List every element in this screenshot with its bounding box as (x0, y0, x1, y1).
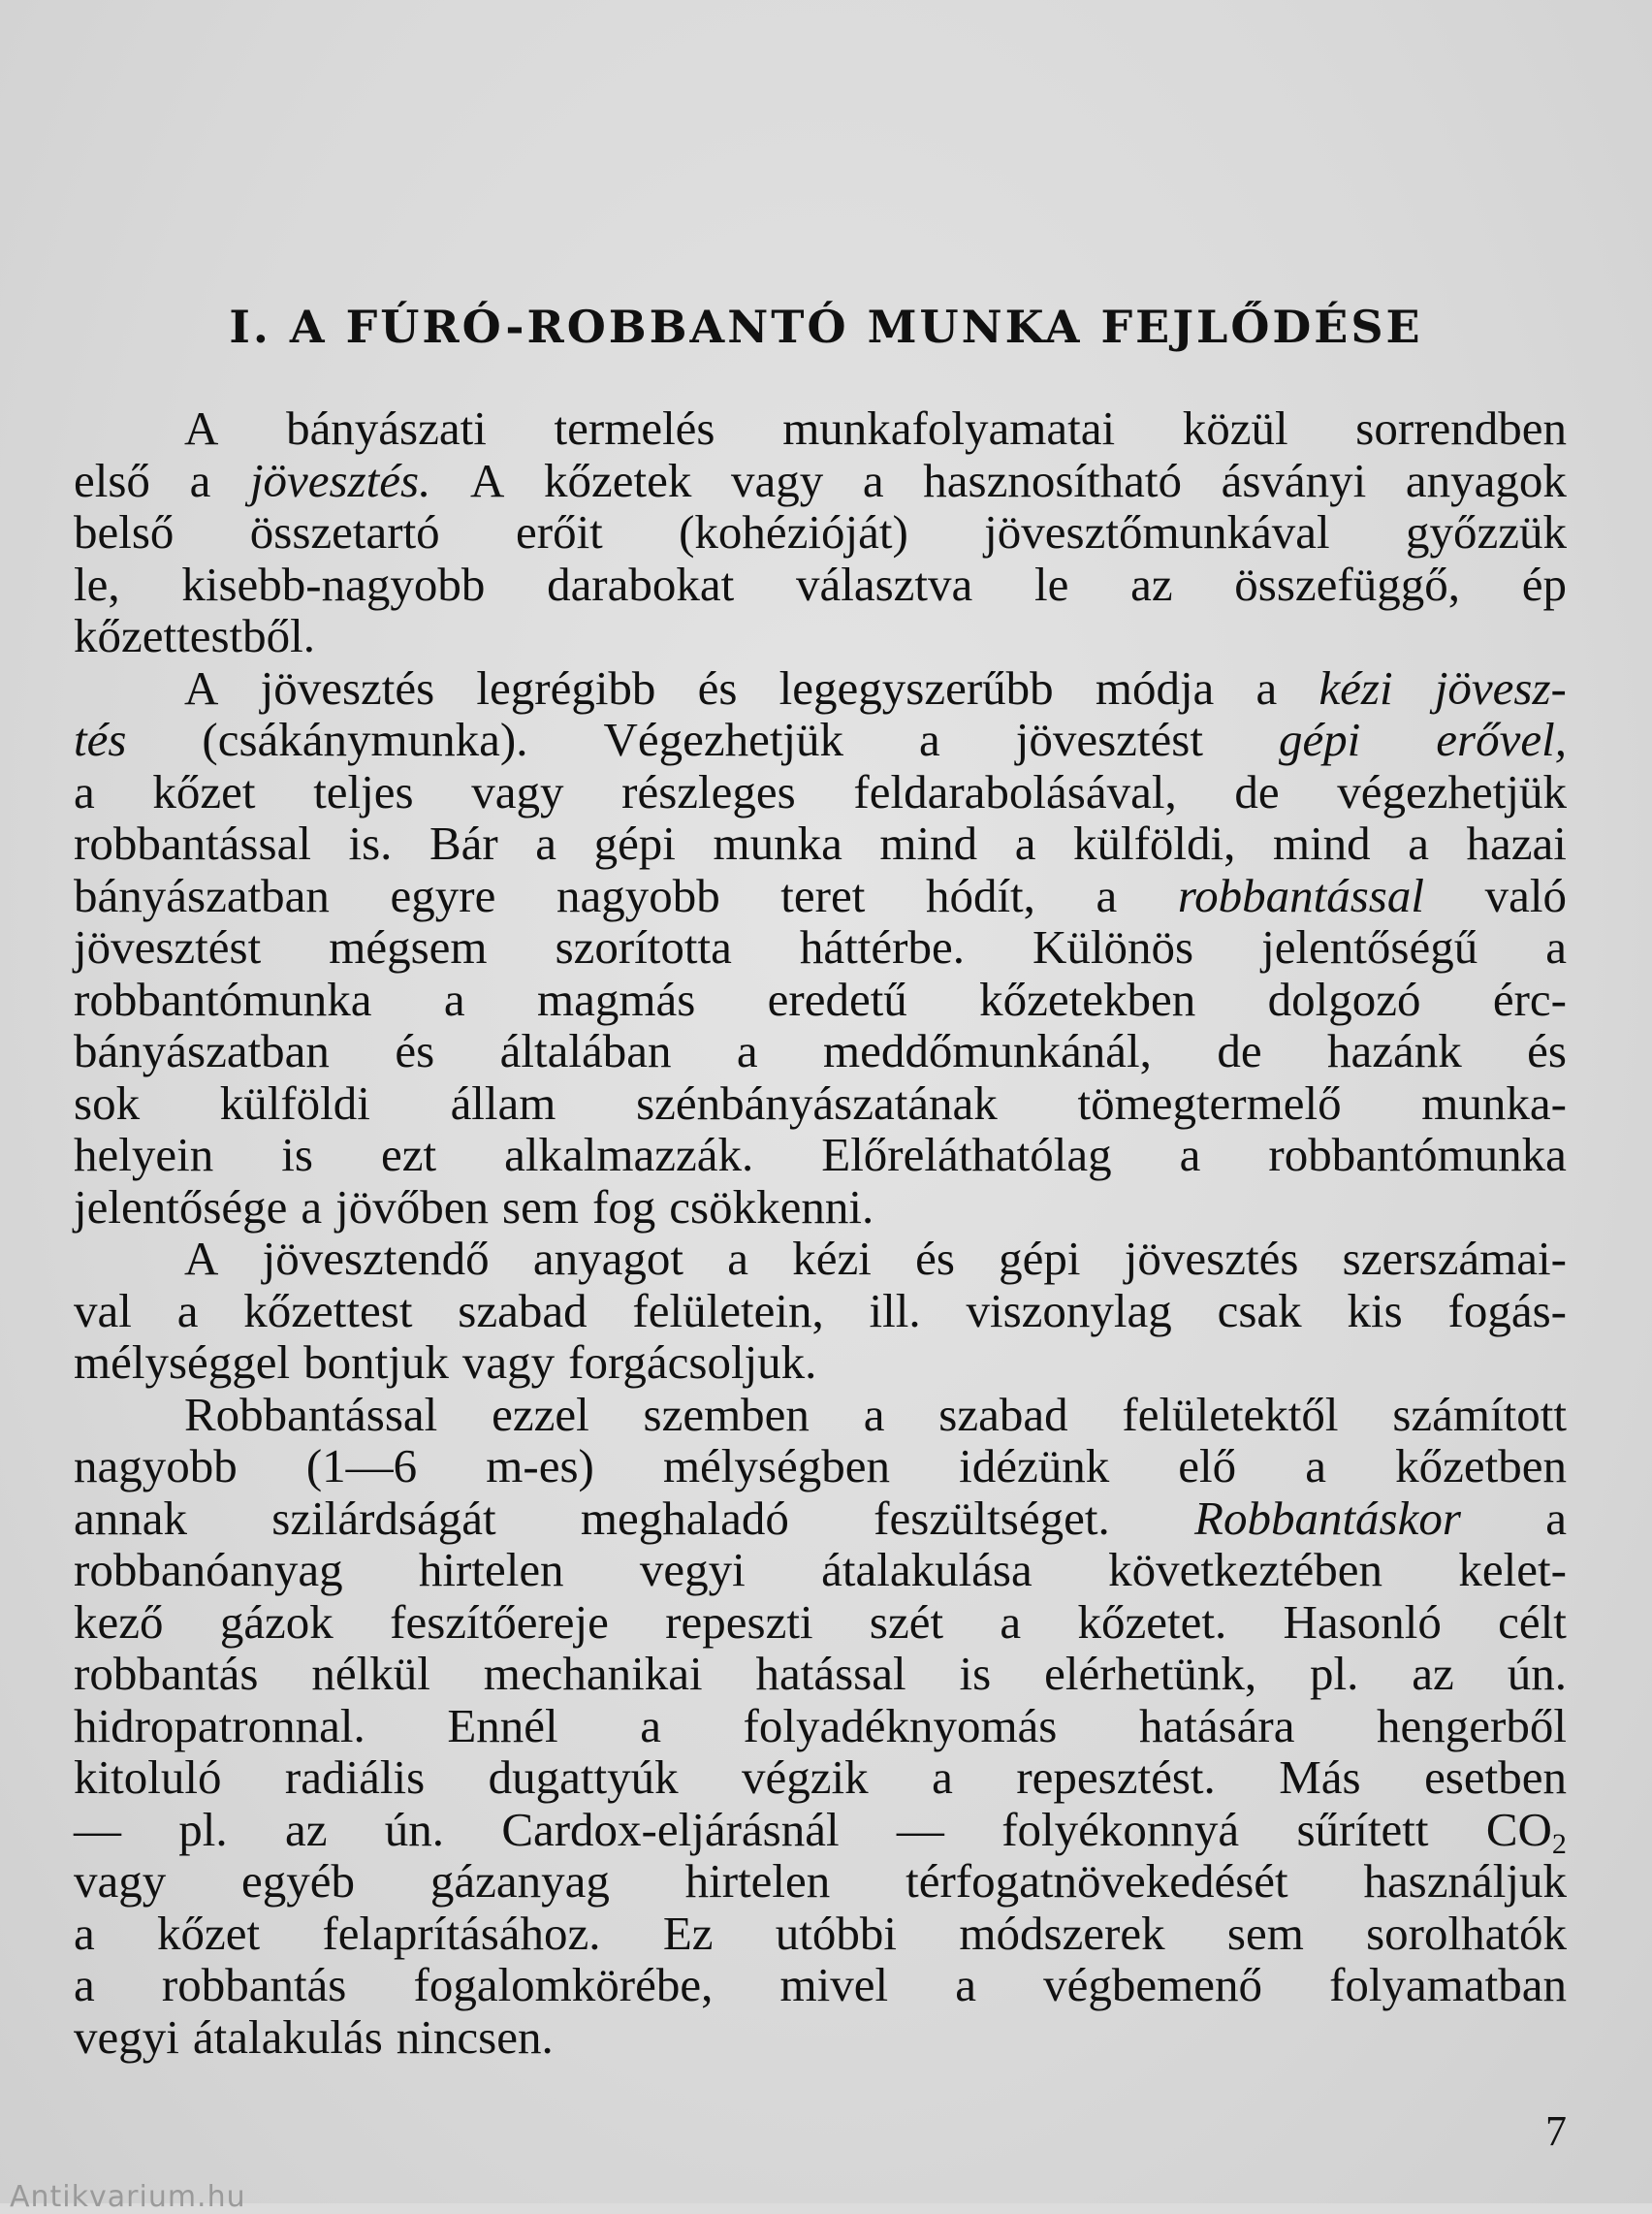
text-line: Robbantással ezzel szemben a szabad felületektől számított (184, 1387, 1567, 1441)
body-text (74, 402, 1567, 2063)
text-line: első a jövesztés. A kőzetek vagy a hasznosítható ásványi anyagok (74, 453, 1567, 507)
text-line: sok külföldi állam szénbányászatának tömegtermelő munka- (74, 1075, 1567, 1130)
text-line: A jövesztendő anyagot a kézi és gépi jövesztés szerszámai- (184, 1232, 1567, 1285)
text-line: le, kisebb-nagyobb darabokat választva le az összefüggő, ép (74, 557, 1567, 611)
text-line: helyein is ezt alkalmazzák. Előreláthatólag a robbantómunka (74, 1128, 1567, 1181)
text-line: kező gázok feszítőereje repeszti szét a kőzetet. Hasonló célt (74, 1594, 1567, 1649)
text-line: robbanóanyag hirtelen vegyi átalakulása következtében kelet- (74, 1543, 1567, 1596)
text-line: a kőzet teljes vagy részleges feldarabolásával, de végezhetjük (74, 764, 1567, 818)
text-line: robbantással is. Bár a gépi munka mind a külföldi, mind a hazai (74, 817, 1567, 870)
text-line: bányászatban egyre nagyobb teret hódít, a robbantással való (74, 868, 1567, 922)
watermark-text: Antikvarium.hu (10, 2180, 246, 2214)
text-line: robbantómunka a magmás eredetű kőzetekben dolgozó érc- (74, 972, 1567, 1026)
text-line: annak szilárdságát meghaladó feszültséget. Robbantáskor a (74, 1491, 1567, 1545)
text-line: bányászatban és általában a meddőmunkánál, de hazánk és (74, 1024, 1567, 1077)
text-line: A jövesztés legrégibb és legegyszerűbb módja a kézi jövesz- (184, 660, 1567, 715)
page-number: 7 (1545, 2107, 1567, 2155)
text-line: belső összetartó erőit (kohézióját) jövesztőmunkával győzzük (74, 505, 1567, 559)
text-line: hidropatronnal. Ennél a folyadéknyomás hatására hengerből (74, 1698, 1567, 1752)
text-line: a kőzet felaprításához. Ez utóbbi módszerek sem sorolhatók (74, 1906, 1567, 1960)
text-line: val a kőzettest szabad felületein, ill. viszonylag csak kis fogás- (74, 1283, 1567, 1337)
chapter-heading: I. A FÚRÓ-ROBBANTÓ MUNKA FEJLŐDÉSE (229, 301, 1423, 353)
text-line: a robbantás fogalomkörébe, mivel a végbemenő folyamatban (74, 1958, 1567, 2011)
text-line: kőzettestből. (74, 609, 316, 662)
text-line: vegyi átalakulás nincsen. (74, 2009, 554, 2064)
text-line: jövesztést mégsem szorította háttérbe. Különös jelentőségű a (74, 920, 1567, 974)
text-line: tés (csákánymunka). Végezhetjük a jövesztést gépi erővel, (74, 713, 1567, 766)
text-line: vagy egyéb gázanyag hirtelen térfogatnövekedését használjuk (74, 1854, 1567, 1908)
text-line: mélységgel bontjuk vagy forgácsoljuk. (74, 1335, 817, 1389)
text-line: nagyobb (1—6 m-es) mélységben idézünk elő a kőzetben (74, 1439, 1567, 1492)
text-line: kitoluló radiális dugattyúk végzik a repesztést. Más esetben (74, 1750, 1567, 1804)
text-line: robbantás nélkül mechanikai hatással is elérhetünk, pl. az ún. (74, 1647, 1567, 1700)
text-line: A bányászati termelés munkafolyamatai közül sorrendben (184, 401, 1567, 455)
text-line: jelentősége a jövőben sem fog csökkenni. (74, 1179, 874, 1234)
text-line: — pl. az ún. Cardox-eljárásnál — folyékonnyá sűrített $CO_2$ (74, 1802, 1567, 1860)
